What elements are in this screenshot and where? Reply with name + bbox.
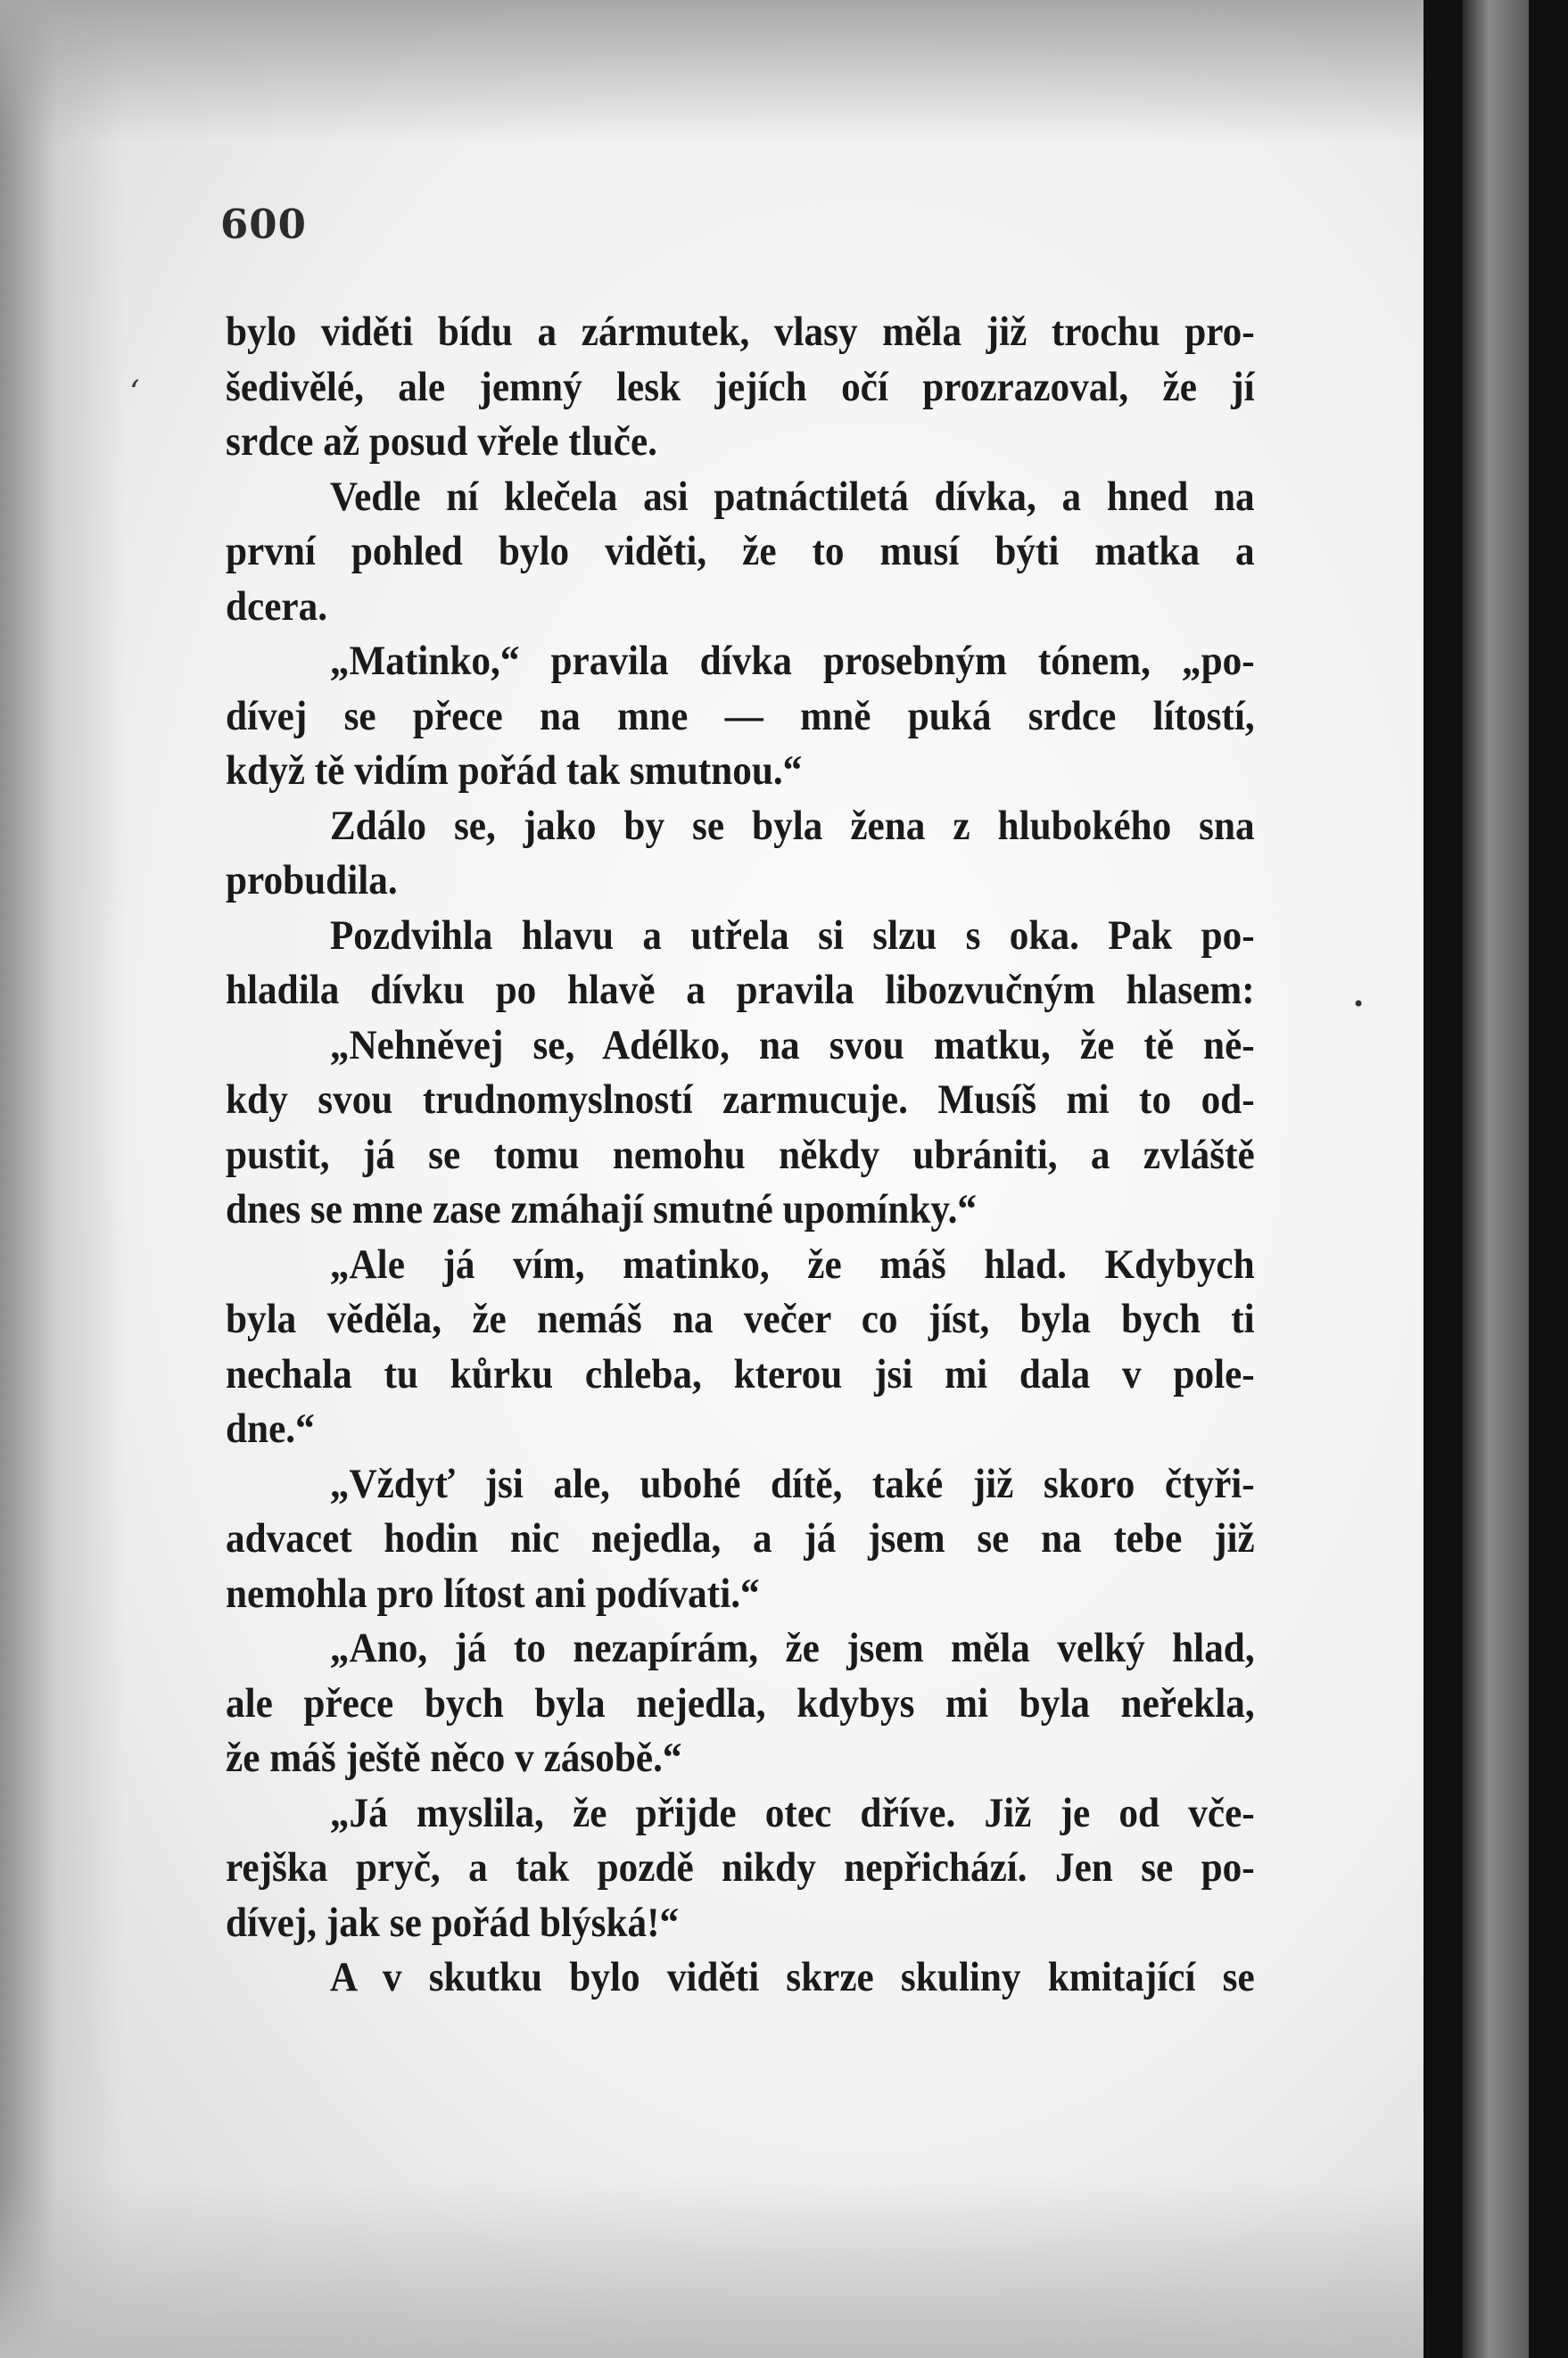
text-line: nechala tu kůrku chleba, kterou jsi mi dala v pole- — [226, 1350, 1255, 1397]
text-line: pustit, já se tomu nemohu někdy ubrániti, a zvláště — [226, 1131, 1255, 1178]
page-number: 600 — [220, 201, 307, 248]
text-line: dívej, jak se pořád blýská!“ — [226, 1899, 680, 1946]
text-line: Pozdvihla hlavu a utřela si slzu s oka. Pak po- — [329, 911, 1255, 959]
margin-ink-mark: ʻ — [129, 375, 140, 411]
text-line: srdce až posud vřele tluče. — [226, 418, 657, 465]
text-line: rejška pryč, a tak pozdě nikdy nepřichází. Jen se po- — [226, 1844, 1255, 1891]
text-line: že máš ještě něco v zásobě.“ — [226, 1735, 682, 1781]
text-line: šedivělé, ale jemný lesk jejích očí prozrazoval, že jí — [226, 363, 1255, 410]
text-line: dnes se mne zase zmáhají smutné upomínky.“ — [226, 1186, 978, 1233]
gutter-strip — [1463, 0, 1529, 2358]
text-line: první pohled bylo viděti, že to musí býti matka a — [226, 528, 1255, 574]
text-line: A v skutku bylo viděti skrze skuliny kmitající se — [329, 1954, 1255, 2000]
body-text — [226, 305, 1255, 2006]
text-line: kdy svou trudnomyslností zarmucuje. Musíš mi to od- — [226, 1076, 1255, 1123]
page-edge-shadow — [0, 0, 125, 2358]
text-line: „Vždyť jsi ale, ubohé dítě, také již skoro čtyři- — [329, 1460, 1255, 1507]
text-line: Zdálo se, jako by se byla žena z hlubokého sna — [329, 802, 1255, 849]
text-line: hladila dívku po hlavě a pravila libozvučným hlasem: — [226, 967, 1255, 1013]
text-line: „Ale já vím, matinko, že máš hlad. Kdybych — [329, 1241, 1255, 1288]
text-line: probudila. — [226, 857, 398, 903]
text-line: „Nehněvej se, Adélko, na svou matku, že tě ně- — [329, 1021, 1255, 1068]
text-line: dcera. — [226, 582, 328, 630]
margin-dot-mark: • — [1352, 992, 1366, 1017]
text-line: když tě vidím pořád tak smutnou.“ — [226, 747, 803, 794]
text-line: Vedle ní klečela asi patnáctiletá dívka, a hned na — [329, 473, 1255, 520]
bottom-shadow — [0, 2180, 1568, 2358]
text-line: nemohla pro lítost ani podívati.“ — [226, 1570, 760, 1617]
top-shadow — [0, 0, 1568, 143]
text-line: advacet hodin nic nejedla, a já jsem se na tebe již — [226, 1515, 1255, 1562]
text-line: dívej se přece na mne — mně puká srdce lítostí, — [226, 692, 1255, 739]
text-line: „Já myslila, že přijde otec dříve. Již je od vče- — [329, 1789, 1255, 1836]
text-line: „Ano, já to nezapírám, že jsem měla velký hlad, — [329, 1625, 1255, 1671]
text-line: bylo viděti bídu a zármutek, vlasy měla již trochu pro- — [226, 309, 1255, 355]
text-line: „Matinko,“ pravila dívka prosebným tónem, „po- — [329, 638, 1255, 684]
text-line: dne.“ — [226, 1406, 315, 1452]
text-line: byla věděla, že nemáš na večer co jíst, byla bych ti — [226, 1296, 1255, 1342]
text-line: ale přece bych byla nejedla, kdybys mi byla neřekla, — [226, 1679, 1255, 1727]
